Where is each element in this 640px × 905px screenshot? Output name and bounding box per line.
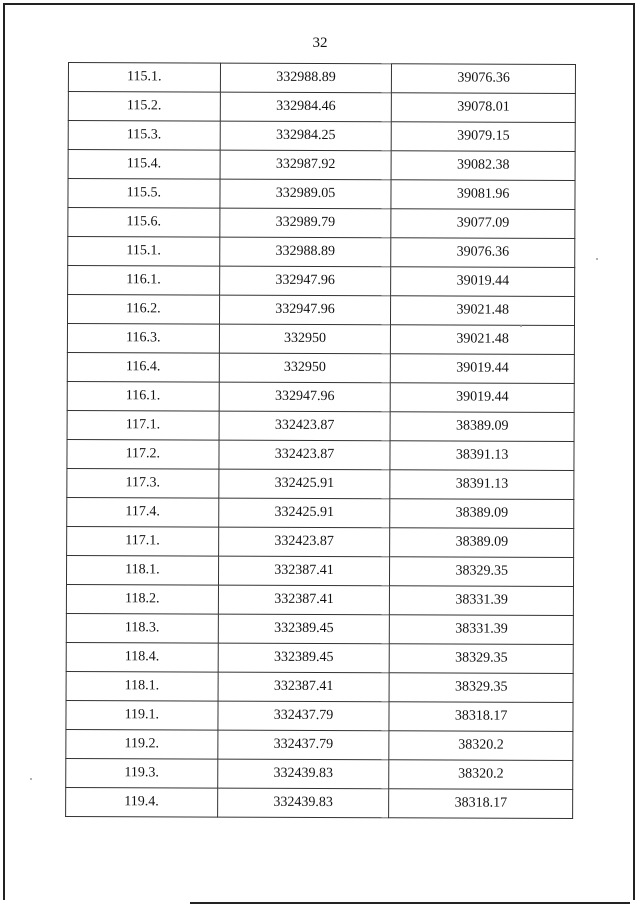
point-number-cell: 115.1. <box>68 63 220 93</box>
point-number-cell: 115.2. <box>68 92 220 122</box>
y-coordinate-cell: 39019.44 <box>391 383 575 413</box>
table-row <box>67 295 574 326</box>
coordinates-table-body <box>66 63 576 819</box>
point-number-cell: 119.1. <box>66 700 218 730</box>
y-coordinate-cell: 39021.48 <box>391 325 575 355</box>
y-coordinate-cell: 38320.2 <box>389 760 573 790</box>
x-coordinate-cell: 332947.96 <box>219 382 391 412</box>
x-coordinate-cell: 332989.79 <box>220 208 392 238</box>
table-row <box>66 555 573 586</box>
point-number-cell: 118.4. <box>66 642 218 672</box>
y-coordinate-cell: 38320.2 <box>389 731 573 761</box>
x-coordinate-cell: 332423.87 <box>219 411 391 441</box>
y-coordinate-cell: 38329.35 <box>390 644 574 674</box>
x-coordinate-cell: 332437.79 <box>218 701 390 731</box>
x-coordinate-cell: 332387.41 <box>218 556 390 586</box>
point-number-cell: 118.1. <box>66 555 218 585</box>
y-coordinate-cell: 39078.01 <box>392 93 576 123</box>
table-row <box>67 352 574 383</box>
y-coordinate-cell: 38389.09 <box>390 412 574 442</box>
table-row <box>68 150 575 181</box>
y-coordinate-cell: 38389.09 <box>390 528 574 558</box>
y-coordinate-cell: 39019.44 <box>391 354 575 384</box>
y-coordinate-cell: 38391.13 <box>390 470 574 500</box>
x-coordinate-cell: 332947.96 <box>219 295 391 325</box>
point-number-cell: 116.2. <box>67 295 219 325</box>
table-row <box>67 497 574 528</box>
point-number-cell: 115.1. <box>68 237 220 267</box>
point-number-cell: 117.2. <box>67 439 219 469</box>
table-row <box>66 758 573 789</box>
y-coordinate-cell: 38318.17 <box>389 789 573 819</box>
table-row <box>67 410 574 441</box>
x-coordinate-cell: 332950 <box>219 324 391 354</box>
scan-speck <box>30 778 32 780</box>
point-number-cell: 119.2. <box>66 729 218 759</box>
x-coordinate-cell: 332425.91 <box>218 469 390 499</box>
x-coordinate-cell: 332387.41 <box>218 672 390 702</box>
y-coordinate-cell: 38331.39 <box>390 615 574 645</box>
scan-speck <box>596 258 598 260</box>
x-coordinate-cell: 332988.89 <box>220 63 392 93</box>
x-coordinate-cell: 332387.41 <box>218 585 390 615</box>
point-number-cell: 116.4. <box>67 352 219 382</box>
table-row <box>66 729 573 760</box>
point-number-cell: 115.4. <box>68 150 220 180</box>
table-row <box>66 671 573 702</box>
point-number-cell: 119.4. <box>66 787 218 817</box>
point-number-cell: 119.3. <box>66 758 218 788</box>
x-coordinate-cell: 332988.89 <box>219 237 391 267</box>
x-coordinate-cell: 332423.87 <box>218 527 390 557</box>
x-coordinate-cell: 332425.91 <box>218 498 390 528</box>
y-coordinate-cell: 39081.96 <box>391 180 575 210</box>
point-number-cell: 118.1. <box>66 671 218 701</box>
x-coordinate-cell: 332950 <box>219 353 391 383</box>
table-row <box>68 121 575 152</box>
x-coordinate-cell: 332984.46 <box>220 92 392 122</box>
table-row <box>68 208 575 239</box>
scan-bottom-edge <box>190 902 630 904</box>
x-coordinate-cell: 332437.79 <box>217 730 389 760</box>
point-number-cell: 117.3. <box>67 468 219 498</box>
point-number-cell: 115.3. <box>68 121 220 151</box>
point-number-cell: 116.3. <box>67 324 219 354</box>
x-coordinate-cell: 332947.96 <box>219 266 391 296</box>
x-coordinate-cell: 332439.83 <box>217 759 389 789</box>
table-row <box>67 526 574 557</box>
table-row <box>66 787 573 818</box>
point-number-cell: 116.1. <box>68 266 220 296</box>
table-row <box>67 468 574 499</box>
scan-speck <box>520 325 522 327</box>
coordinates-table <box>65 62 576 819</box>
point-number-cell: 115.5. <box>68 179 220 209</box>
y-coordinate-cell: 38318.17 <box>389 702 573 732</box>
x-coordinate-cell: 332389.45 <box>218 614 390 644</box>
point-number-cell: 117.4. <box>67 497 219 527</box>
y-coordinate-cell: 39082.38 <box>391 151 575 181</box>
y-coordinate-cell: 39021.48 <box>391 296 575 326</box>
table-row <box>66 642 573 673</box>
point-number-cell: 117.1. <box>67 526 219 556</box>
table-row <box>68 179 575 210</box>
table-row <box>67 439 574 470</box>
x-coordinate-cell: 332989.05 <box>220 179 392 209</box>
table-row <box>66 584 573 615</box>
x-coordinate-cell: 332423.87 <box>219 440 391 470</box>
point-number-cell: 118.2. <box>66 584 218 614</box>
y-coordinate-cell: 39076.36 <box>391 238 575 268</box>
x-coordinate-cell: 332389.45 <box>218 643 390 673</box>
y-coordinate-cell: 39019.44 <box>391 267 575 297</box>
table-row <box>68 92 575 123</box>
y-coordinate-cell: 38329.35 <box>390 557 574 587</box>
page-number: 32 <box>312 35 328 51</box>
y-coordinate-cell: 38391.13 <box>390 441 574 471</box>
point-number-cell: 118.3. <box>66 613 218 643</box>
y-coordinate-cell: 39076.36 <box>392 64 576 94</box>
x-coordinate-cell: 332984.25 <box>220 121 392 151</box>
table-row <box>68 266 575 297</box>
point-number-cell: 116.1. <box>67 381 219 411</box>
table-row <box>67 381 574 412</box>
point-number-cell: 115.6. <box>68 208 220 238</box>
y-coordinate-cell: 39079.15 <box>392 122 576 152</box>
table-row <box>68 237 575 268</box>
point-number-cell: 117.1. <box>67 410 219 440</box>
x-coordinate-cell: 332987.92 <box>220 150 392 180</box>
y-coordinate-cell: 38331.39 <box>390 586 574 616</box>
table-row <box>66 613 573 644</box>
table-row <box>66 700 573 731</box>
x-coordinate-cell: 332439.83 <box>217 788 389 818</box>
table-row <box>67 324 574 355</box>
y-coordinate-cell: 39077.09 <box>391 209 575 239</box>
y-coordinate-cell: 38329.35 <box>389 673 573 703</box>
table-row <box>68 63 575 94</box>
y-coordinate-cell: 38389.09 <box>390 499 574 529</box>
